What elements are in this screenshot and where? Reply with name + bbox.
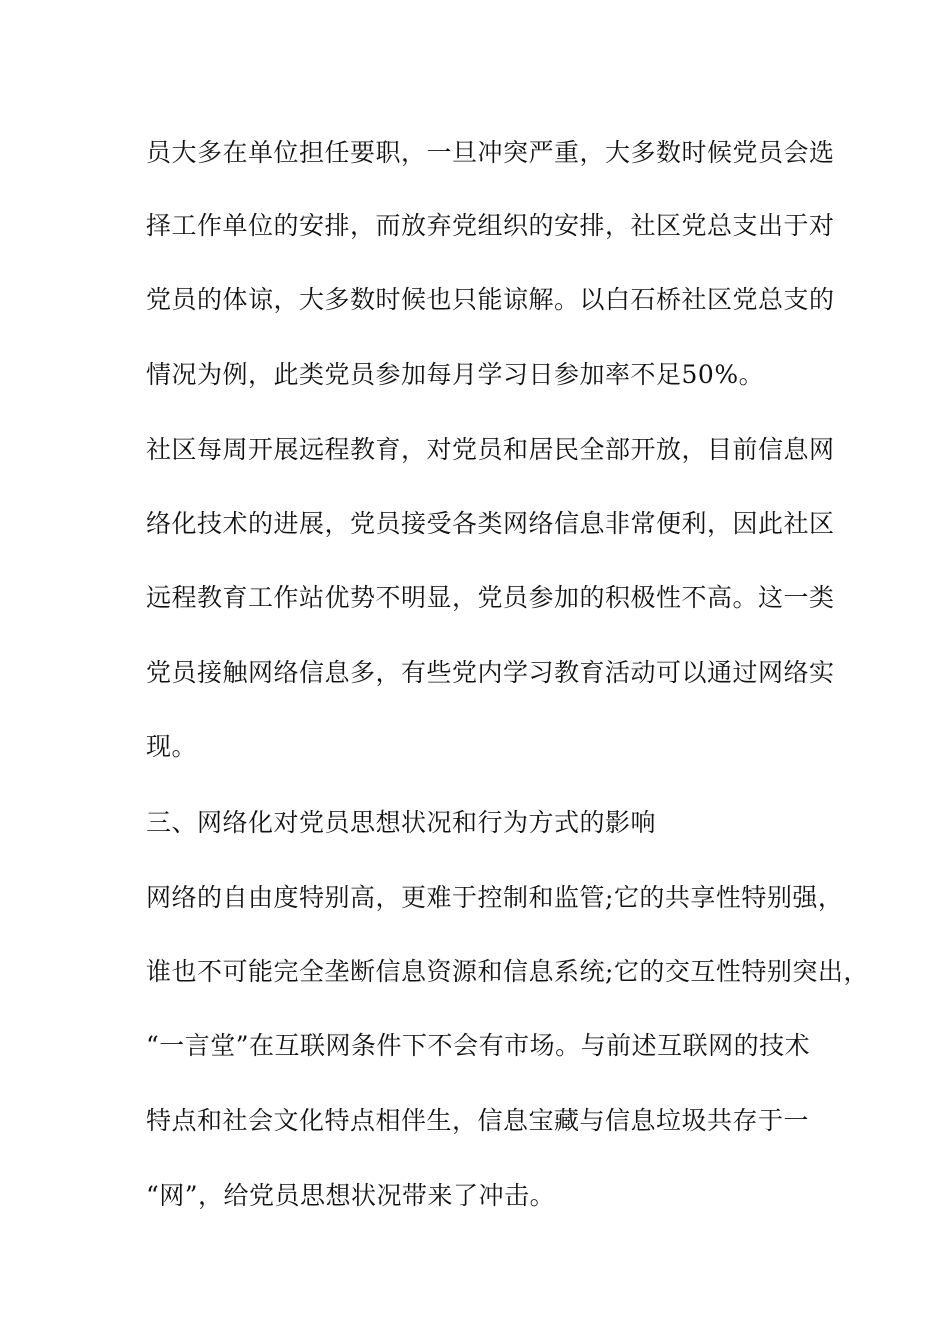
text-line: 络化技术的进展，党员接受各类网络信息非常便利，因此社区 <box>146 509 835 538</box>
text-line: 网络的自由度特别高，更难于控制和监管;它的共享性特别强， <box>146 883 844 912</box>
text-line: 择工作单位的安排，而放弃党组织的安排，社区党总支出于对 <box>146 211 835 240</box>
text-line: 情况为例，此类党员参加每月学习日参加率不足50%。 <box>146 360 765 389</box>
text-line: 党员接触网络信息多，有些党内学习教育活动可以通过网络实 <box>146 658 835 687</box>
text-line: 远程教育工作站优势不明显，党员参加的积极性不高。这一类 <box>146 583 835 612</box>
text-line: 员大多在单位担任要职，一旦冲突严重，大多数时候党员会选 <box>146 138 835 167</box>
text-line: 谁也不可能完全垄断信息资源和信息系统;它的交互性特别突出， <box>146 957 869 986</box>
text-line: 党员的体谅，大多数时候也只能谅解。以白石桥社区党总支的 <box>146 285 835 314</box>
text-line: 现。 <box>146 732 198 761</box>
text-line: 特点和社会文化特点相伴生，信息宝藏与信息垃圾共存于一 <box>146 1106 810 1135</box>
text-line: “网”，给党员思想状况带来了冲击。 <box>146 1181 556 1210</box>
text-line: 社区每周开展远程教育，对党员和居民全部开放，目前信息网 <box>146 435 835 464</box>
text-line: “一言堂”在互联网条件下不会有市场。与前述互联网的技术 <box>146 1031 811 1060</box>
section-heading: 三、网络化对党员思想状况和行为方式的影响 <box>146 808 657 837</box>
